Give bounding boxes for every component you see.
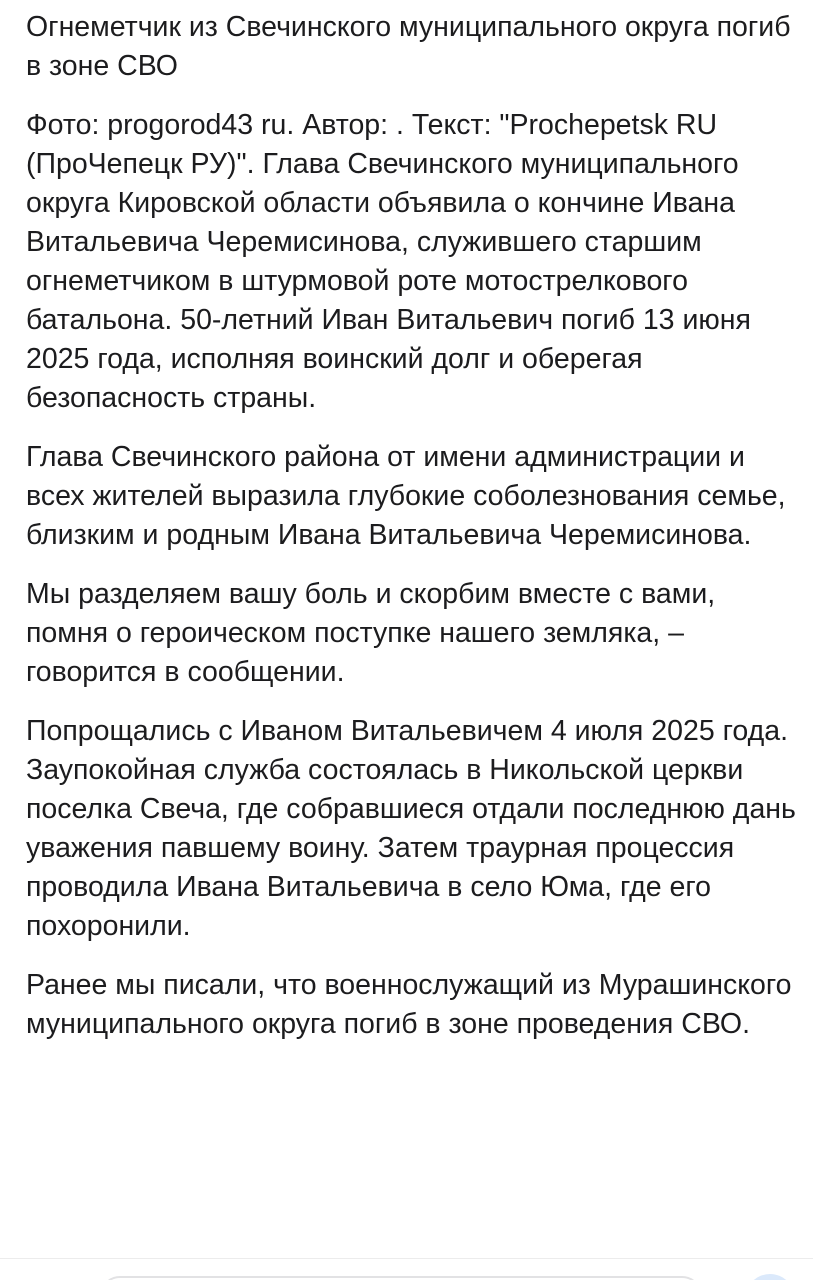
paragraph-condolences: Глава Свечинского района от имени администрации и всех жителей выразила глубокие соболезнования семье, близким и родным Ивана Витальевича Черемисинова. — [26, 441, 786, 551]
paragraph-funeral: Попрощались с Иваном Витальевичем 4 июля 2025 года. Заупокойная служба состоялась в Никольской церкви поселка Свеча, где собравшиеся отдали последнюю дань уважения павшему воину. Затем траурная процессия проводила Ивана Витальевича в село Юма, где его похоронили. — [26, 715, 796, 942]
message-input[interactable] — [100, 1276, 702, 1280]
post-headline: Огнеметчик из Свечинского муниципального округа погиб в зоне СВО — [26, 11, 791, 82]
paragraph-related: Ранее мы писали, что военнослужащий из Мурашинского муниципального округа погиб в зоне проведения СВО. — [26, 969, 792, 1040]
post-body — [26, 8, 796, 1064]
paragraph-intro: Фото: progorod43 ru. Автор: . Текст: "Prochepetsk RU (ПроЧепецк РУ)". Глава Свечинского муниципального округа Кировской области объявила о кончине Ивана Витальевича Черемисинова, служившего старшим огнеметчиком в штурмовой роте мотострелкового батальона. 50-летний Иван Витальевич погиб 13 июня 2025 года, исполняя воинский долг и оберегая безопасность страны. — [26, 109, 751, 414]
paragraph-quote: Мы разделяем вашу боль и скорбим вместе с вами, помня о героическом поступке нашего земляка, – говорится в сообщении. — [26, 578, 716, 688]
